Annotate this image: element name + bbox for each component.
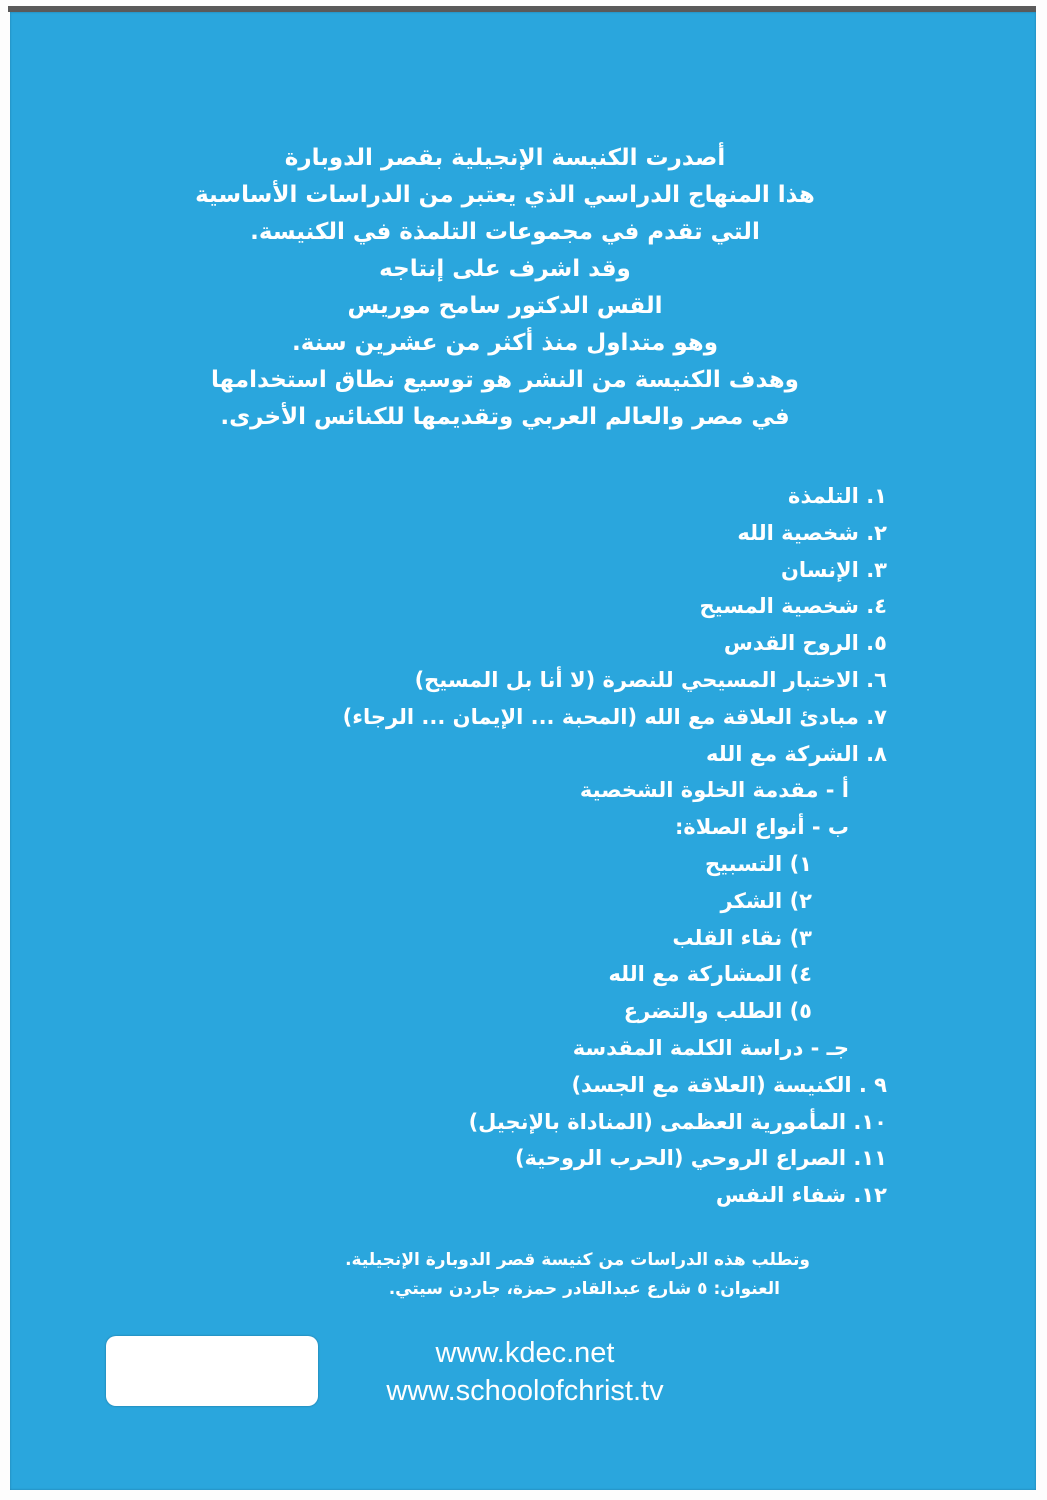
intro-line: وقد اشرف على إنتاجه xyxy=(379,256,631,282)
intro-line: التي تقدم في مجموعات التلمذة في الكنيسة. xyxy=(250,219,760,245)
address-line: العنوان: ٥ شارع عبدالقادر حمزة، جاردن سيتي. xyxy=(388,1279,780,1299)
intro-line: وهدف الكنيسة من النشر هو توسيع نطاق استخدامها xyxy=(211,367,799,393)
intro-paragraph xyxy=(160,140,850,436)
intro-line: أصدرت الكنيسة الإنجيلية بقصر الدوبارة xyxy=(284,145,726,171)
intro-line: هذا المنهاج الدراسي الذي يعتبر من الدراسات الأساسية xyxy=(195,182,815,208)
prayer-type-item: ٣) نقاء القلب xyxy=(672,925,812,950)
list-item: ١٢. شفاء النفس xyxy=(715,1183,887,1208)
list-item: ٥. الروح القدس xyxy=(723,631,887,656)
list-item: ١. التلمذة xyxy=(788,484,887,508)
list-item: ٣. الإنسان xyxy=(780,557,887,582)
list-item: ٤. شخصية المسيح xyxy=(699,594,887,619)
website-kdec-link[interactable]: www.kdec.net xyxy=(435,1337,615,1369)
order-info xyxy=(230,1246,810,1304)
list-item: ١١. الصراع الروحي (الحرب الروحية) xyxy=(514,1146,887,1171)
study-list xyxy=(247,478,887,1214)
order-line: وتطلب هذه الدراسات من كنيسة قصر الدوبارة الإنجيلية. xyxy=(345,1250,810,1270)
list-item: ٦. الاختبار المسيحي للنصرة (لا أنا بل المسيح) xyxy=(414,667,887,692)
list-item: ٧. مبادئ العلاقة مع الله (المحبة ... الإيمان ... الرجاء) xyxy=(342,704,887,729)
intro-line: في مصر والعالم العربي وتقديمها للكنائس الأخرى. xyxy=(220,404,790,430)
website-links xyxy=(340,1334,710,1410)
prayer-type-item: ٢) الشكر xyxy=(720,888,812,913)
list-item: ٨. الشركة مع الله xyxy=(706,741,887,766)
prayer-type-item: ١) التسبيح xyxy=(704,851,812,876)
intro-line: وهو متداول منذ أكثر من عشرين سنة. xyxy=(291,330,719,356)
sub-list-item: ب - أنواع الصلاة: xyxy=(674,815,849,840)
sub-list-item: أ - مقدمة الخلوة الشخصية xyxy=(579,778,849,803)
intro-line: القس الدكتور سامح موريس xyxy=(347,293,663,319)
blank-sticker-label xyxy=(106,1336,318,1406)
list-item: ١٠. المأمورية العظمى (المناداة بالإنجيل) xyxy=(468,1109,887,1134)
list-item: ٩ . الكنيسة (العلاقة مع الجسد) xyxy=(571,1072,887,1097)
prayer-type-item: ٥) الطلب والتضرع xyxy=(623,999,812,1024)
website-schoolofchrist-link[interactable]: www.schoolofchrist.tv xyxy=(386,1375,664,1407)
sub-list-item: جـ - دراسة الكلمة المقدسة xyxy=(572,1035,849,1060)
prayer-type-item: ٤) المشاركة مع الله xyxy=(608,962,812,987)
list-item: ٢. شخصية الله xyxy=(737,520,887,545)
